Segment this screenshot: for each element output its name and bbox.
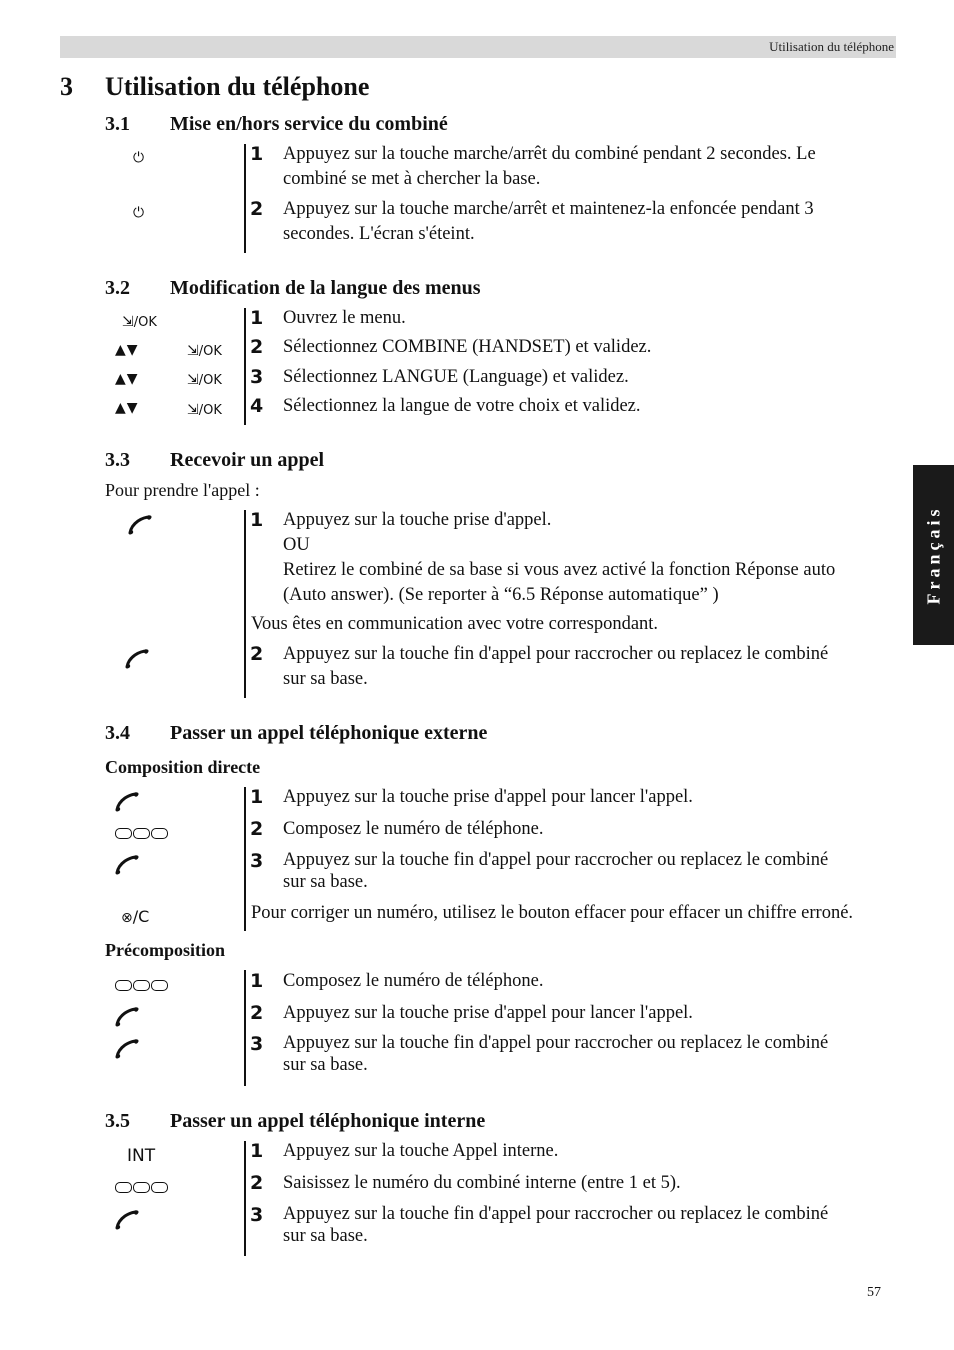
language-side-tab-label: Français [923, 505, 943, 605]
step-text: Appuyez sur la touche prise d'appel pour lancer l'appel. [283, 1003, 693, 1023]
step-text: Appuyez sur la touche prise d'appel. OU Retirez le combiné de sa base si vous avez activé la fonction Réponse auto (Auto answer). (Se reporter à “6.5 Réponse automatique” ) [283, 510, 836, 605]
keypad-icon [115, 1182, 168, 1193]
int-key-icon: INT [127, 1146, 156, 1166]
power-icon: ⏻ [133, 205, 145, 221]
menu-ok-icon: ⇲/OK [122, 314, 157, 330]
step-text: Composez le numéro de téléphone. [283, 819, 544, 839]
phone-handset-icon [114, 791, 140, 813]
keypad-icon [115, 980, 168, 991]
step-number: 4 [250, 395, 264, 417]
section-title: Passer un appel téléphonique externe [170, 722, 488, 744]
section-title: Modification de la langue des menus [170, 277, 481, 299]
phone-handset-icon [114, 1006, 140, 1028]
step-number: 1 [250, 786, 264, 808]
section-number: 3.5 [105, 1110, 130, 1132]
phone-handset-icon [114, 854, 140, 876]
phone-handset-icon [127, 514, 153, 536]
language-side-tab [913, 465, 954, 645]
subsection-title-pre: Précomposition [105, 940, 225, 960]
step-number: 3 [250, 1204, 264, 1226]
step-number: 2 [250, 1172, 264, 1194]
step-number: 3 [250, 850, 264, 872]
step-number: 3 [250, 1033, 264, 1055]
step-text: Appuyez sur la touche Appel interne. [283, 1141, 559, 1161]
section-title: Recevoir un appel [170, 449, 325, 471]
step-column-divider [244, 308, 246, 425]
up-down-arrows-icon: ▲▼ [115, 371, 139, 387]
section-intro: Pour prendre l'appel : [105, 480, 260, 500]
step-number: 1 [250, 1140, 264, 1162]
step-text: Sélectionnez la langue de votre choix et validez. [283, 396, 641, 416]
clear-icon: ⊗/C [121, 907, 150, 926]
step-number: 3 [250, 366, 264, 388]
step-text: Appuyez sur la touche marche/arrêt et maintenez-la enfoncée pendant 3 secondes. L'écran s'éteint. [283, 199, 814, 244]
section-title: Passer un appel téléphonique interne [170, 1110, 486, 1132]
section-number: 3.2 [105, 277, 130, 299]
step-number: 1 [250, 307, 264, 329]
step-text: Appuyez sur la touche prise d'appel pour lancer l'appel. [283, 787, 693, 807]
step-text: Saisissez le numéro du combiné interne (entre 1 et 5). [283, 1173, 681, 1193]
step-number: 2 [250, 818, 264, 840]
step-column-divider [244, 510, 246, 698]
step-number: 2 [250, 643, 264, 665]
step-text: Appuyez sur la touche fin d'appel pour raccrocher ou replacez le combiné sur sa base. [283, 1204, 829, 1246]
page-number: 57 [867, 1285, 881, 1300]
step-text: Appuyez sur la touche marche/arrêt du combiné pendant 2 secondes. Le combiné se met à chercher la base. [283, 144, 816, 189]
step-text: Appuyez sur la touche fin d'appel pour raccrocher ou replacez le combiné sur sa base. [283, 850, 829, 892]
step-column-divider [244, 787, 246, 931]
step-number: 2 [250, 1002, 264, 1024]
phone-handset-icon [114, 1038, 140, 1060]
phone-handset-icon [124, 648, 150, 670]
menu-ok-icon: ⇲/OK [187, 372, 222, 388]
step-number: 1 [250, 143, 264, 165]
section-title: Mise en/hors service du combiné [170, 113, 448, 135]
menu-ok-icon: ⇲/OK [187, 343, 222, 359]
phone-handset-icon [114, 1209, 140, 1231]
section-number: 3.1 [105, 113, 130, 135]
step-column-divider [244, 144, 246, 253]
subsection-title-direct: Composition directe [105, 757, 261, 777]
running-header-title: Utilisation du téléphone [769, 39, 894, 54]
power-icon: ⏻ [133, 150, 145, 166]
section-number: 3.3 [105, 449, 130, 471]
chapter-title: Utilisation du téléphone [105, 72, 370, 101]
step-number: 2 [250, 198, 264, 220]
step-note: Vous êtes en communication avec votre correspondant. [251, 614, 659, 634]
step-number: 2 [250, 336, 264, 358]
menu-ok-icon: ⇲/OK [187, 402, 222, 418]
up-down-arrows-icon: ▲▼ [115, 400, 139, 416]
chapter-number: 3 [60, 72, 73, 101]
step-text: Appuyez sur la touche fin d'appel pour raccrocher ou replacez le combiné sur sa base. [283, 644, 829, 689]
step-text: Composez le numéro de téléphone. [283, 971, 544, 991]
keypad-icon [115, 828, 168, 839]
section-number: 3.4 [105, 722, 130, 744]
step-text: Sélectionnez LANGUE (Language) et validez. [283, 367, 629, 387]
up-down-arrows-icon: ▲▼ [115, 342, 139, 358]
step-text: Sélectionnez COMBINE (HANDSET) et validez. [283, 337, 652, 357]
step-text: Ouvrez le menu. [283, 308, 406, 328]
step-number: 1 [250, 509, 264, 531]
step-note: Pour corriger un numéro, utilisez le bouton effacer pour effacer un chiffre erroné. [251, 903, 854, 923]
step-column-divider [244, 1141, 246, 1256]
step-text: Appuyez sur la touche fin d'appel pour raccrocher ou replacez le combiné sur sa base. [283, 1033, 829, 1075]
step-column-divider [244, 970, 246, 1086]
step-number: 1 [250, 970, 264, 992]
